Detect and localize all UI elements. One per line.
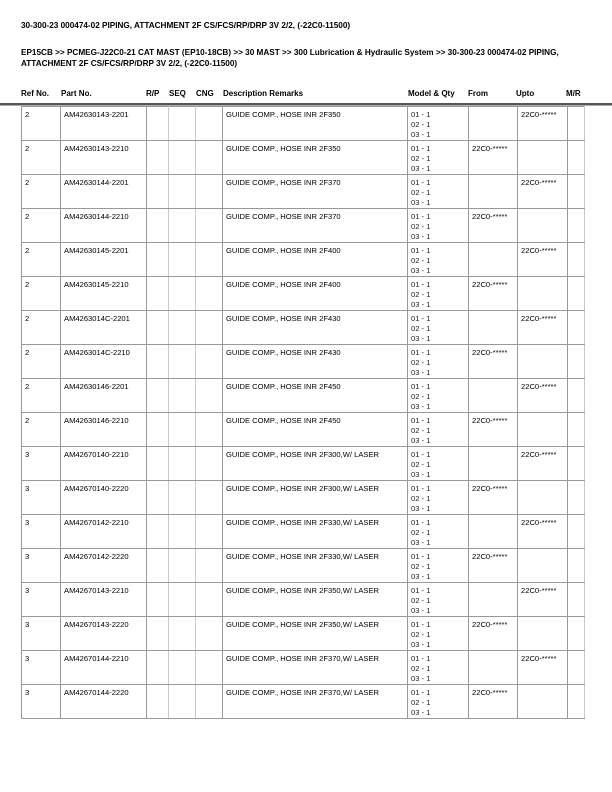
mr-cell [568,175,585,209]
mr-cell [568,583,585,617]
cng-cell [196,651,223,685]
parts-table-body [22,107,585,719]
description-cell: GUIDE COMP., HOSE INR 2F370,W/ LASER [223,651,408,685]
mr-cell [568,277,585,311]
from-cell [469,175,518,209]
breadcrumb: EP15CB >> PCMEG-J22C0-21 CAT MAST (EP10-18CB) >> 30 MAST >> 300 Lubrication & Hydraulic System >> 30-300-23 000474-02 PIPING, ATTACHMENT 2F CS/FCS/RP/DRP 3V 2/2, (-22C0-11500) [21,48,559,68]
description-cell: GUIDE COMP., HOSE INR 2F350,W/ LASER [223,583,408,617]
ref-cell: 3 [22,481,61,515]
ref-cell: 2 [22,175,61,209]
table-row [22,141,585,175]
cng-cell [196,277,223,311]
upto-cell [518,413,568,447]
cng-cell [196,141,223,175]
mr-cell [568,481,585,515]
upto-cell [518,685,568,719]
col-header-model: Model & Qty [408,89,455,98]
ref-cell: 3 [22,685,61,719]
from-cell [469,243,518,277]
table-row [22,379,585,413]
seq-cell [169,175,196,209]
mr-cell [568,141,585,175]
table-row [22,447,585,481]
parts-table [21,106,585,719]
document-title: 30-300-23 000474-02 PIPING, ATTACHMENT 2F CS/FCS/RP/DRP 3V 2/2, (-22C0-11500) [21,21,351,30]
col-header-desc: Description Remarks [223,89,304,98]
model-qty-cell: 01 - 1 02 - 1 03 - 1 [408,311,469,345]
mr-cell [568,379,585,413]
seq-cell [169,243,196,277]
part-number-cell: AM42630143-2201 [61,107,147,141]
from-cell: 22C0-***** [469,685,518,719]
table-row [22,685,585,719]
part-number-cell: AM4263014C-2210 [61,345,147,379]
upto-cell [518,277,568,311]
description-cell: GUIDE COMP., HOSE INR 2F430 [223,345,408,379]
part-number-cell: AM42670144-2220 [61,685,147,719]
part-number-cell: AM42630145-2210 [61,277,147,311]
model-qty-cell: 01 - 1 02 - 1 03 - 1 [408,447,469,481]
rp-cell [147,515,169,549]
part-number-cell: AM42670143-2220 [61,617,147,651]
ref-cell: 2 [22,379,61,413]
rp-cell [147,685,169,719]
seq-cell [169,481,196,515]
part-number-cell: AM42630146-2210 [61,413,147,447]
ref-cell: 2 [22,209,61,243]
from-cell [469,311,518,345]
part-number-cell: AM42670140-2210 [61,447,147,481]
part-number-cell: AM42630146-2201 [61,379,147,413]
upto-cell [518,617,568,651]
model-qty-cell: 01 - 1 02 - 1 03 - 1 [408,583,469,617]
seq-cell [169,583,196,617]
ref-cell: 2 [22,243,61,277]
page-bottom-margin [0,759,612,792]
model-qty-cell: 01 - 1 02 - 1 03 - 1 [408,617,469,651]
from-cell: 22C0-***** [469,209,518,243]
col-header-rp: R/P [146,89,160,98]
rp-cell [147,617,169,651]
col-header-from: From [468,89,488,98]
rp-cell [147,481,169,515]
mr-cell [568,515,585,549]
model-qty-cell: 01 - 1 02 - 1 03 - 1 [408,175,469,209]
rp-cell [147,413,169,447]
part-number-cell: AM42670140-2220 [61,481,147,515]
mr-cell [568,345,585,379]
rp-cell [147,141,169,175]
description-cell: GUIDE COMP., HOSE INR 2F350 [223,107,408,141]
mr-cell [568,107,585,141]
part-number-cell: AM42630144-2210 [61,209,147,243]
model-qty-cell: 01 - 1 02 - 1 03 - 1 [408,243,469,277]
rp-cell [147,107,169,141]
upto-cell: 22C0-***** [518,107,568,141]
from-cell: 22C0-***** [469,617,518,651]
model-qty-cell: 01 - 1 02 - 1 03 - 1 [408,481,469,515]
from-cell: 22C0-***** [469,481,518,515]
rp-cell [147,209,169,243]
ref-cell: 2 [22,413,61,447]
rp-cell [147,583,169,617]
table-row [22,209,585,243]
rp-cell [147,651,169,685]
seq-cell [169,141,196,175]
seq-cell [169,515,196,549]
seq-cell [169,345,196,379]
col-header-part: Part No. [61,89,92,98]
upto-cell: 22C0-***** [518,243,568,277]
col-header-ref: Ref No. [21,89,49,98]
description-cell: GUIDE COMP., HOSE INR 2F400 [223,277,408,311]
upto-cell: 22C0-***** [518,447,568,481]
description-cell: GUIDE COMP., HOSE INR 2F330,W/ LASER [223,515,408,549]
seq-cell [169,379,196,413]
upto-cell [518,141,568,175]
description-cell: GUIDE COMP., HOSE INR 2F350 [223,141,408,175]
cng-cell [196,583,223,617]
cng-cell [196,617,223,651]
model-qty-cell: 01 - 1 02 - 1 03 - 1 [408,515,469,549]
seq-cell [169,413,196,447]
model-qty-cell: 01 - 1 02 - 1 03 - 1 [408,107,469,141]
seq-cell [169,447,196,481]
table-row [22,651,585,685]
upto-cell [518,345,568,379]
upto-cell: 22C0-***** [518,311,568,345]
description-cell: GUIDE COMP., HOSE INR 2F450 [223,379,408,413]
upto-cell: 22C0-***** [518,379,568,413]
from-cell: 22C0-***** [469,413,518,447]
from-cell [469,515,518,549]
ref-cell: 2 [22,345,61,379]
mr-cell [568,447,585,481]
cng-cell [196,481,223,515]
cng-cell [196,379,223,413]
table-row [22,243,585,277]
col-header-mr: M/R [566,89,581,98]
part-number-cell: AM4263014C-2201 [61,311,147,345]
mr-cell [568,549,585,583]
upto-cell [518,481,568,515]
model-qty-cell: 01 - 1 02 - 1 03 - 1 [408,345,469,379]
upto-cell [518,549,568,583]
seq-cell [169,311,196,345]
upto-cell: 22C0-***** [518,175,568,209]
table-row [22,311,585,345]
description-cell: GUIDE COMP., HOSE INR 2F350,W/ LASER [223,617,408,651]
table-row [22,277,585,311]
ref-cell: 2 [22,277,61,311]
table-row [22,413,585,447]
description-cell: GUIDE COMP., HOSE INR 2F450 [223,413,408,447]
table-row [22,175,585,209]
model-qty-cell: 01 - 1 02 - 1 03 - 1 [408,379,469,413]
part-number-cell: AM42630143-2210 [61,141,147,175]
part-number-cell: AM42630145-2201 [61,243,147,277]
ref-cell: 3 [22,651,61,685]
cng-cell [196,515,223,549]
upto-cell: 22C0-***** [518,583,568,617]
rp-cell [147,549,169,583]
seq-cell [169,685,196,719]
seq-cell [169,651,196,685]
table-row [22,549,585,583]
table-row [22,617,585,651]
model-qty-cell: 01 - 1 02 - 1 03 - 1 [408,277,469,311]
model-qty-cell: 01 - 1 02 - 1 03 - 1 [408,651,469,685]
table-row [22,481,585,515]
model-qty-cell: 01 - 1 02 - 1 03 - 1 [408,209,469,243]
ref-cell: 2 [22,311,61,345]
from-cell [469,447,518,481]
upto-cell: 22C0-***** [518,515,568,549]
description-cell: GUIDE COMP., HOSE INR 2F330,W/ LASER [223,549,408,583]
col-header-cng: CNG [196,89,214,98]
ref-cell: 3 [22,447,61,481]
description-cell: GUIDE COMP., HOSE INR 2F370 [223,209,408,243]
table-row [22,583,585,617]
col-header-upto: Upto [516,89,535,98]
rp-cell [147,175,169,209]
seq-cell [169,107,196,141]
table-row [22,107,585,141]
model-qty-cell: 01 - 1 02 - 1 03 - 1 [408,549,469,583]
ref-cell: 3 [22,515,61,549]
mr-cell [568,651,585,685]
description-cell: GUIDE COMP., HOSE INR 2F370,W/ LASER [223,685,408,719]
ref-cell: 3 [22,549,61,583]
from-cell [469,107,518,141]
rp-cell [147,447,169,481]
part-number-cell: AM42630144-2201 [61,175,147,209]
cng-cell [196,107,223,141]
mr-cell [568,209,585,243]
cng-cell [196,209,223,243]
mr-cell [568,311,585,345]
from-cell: 22C0-***** [469,277,518,311]
rp-cell [147,311,169,345]
mr-cell [568,413,585,447]
model-qty-cell: 01 - 1 02 - 1 03 - 1 [408,413,469,447]
model-qty-cell: 01 - 1 02 - 1 03 - 1 [408,685,469,719]
seq-cell [169,209,196,243]
from-cell [469,379,518,413]
from-cell: 22C0-***** [469,345,518,379]
part-number-cell: AM42670142-2220 [61,549,147,583]
mr-cell [568,685,585,719]
mr-cell [568,617,585,651]
description-cell: GUIDE COMP., HOSE INR 2F430 [223,311,408,345]
table-row [22,345,585,379]
cng-cell [196,685,223,719]
col-header-seq: SEQ [169,89,186,98]
cng-cell [196,243,223,277]
cng-cell [196,549,223,583]
description-cell: GUIDE COMP., HOSE INR 2F370 [223,175,408,209]
table-row [22,515,585,549]
ref-cell: 3 [22,583,61,617]
mr-cell [568,243,585,277]
cng-cell [196,175,223,209]
description-cell: GUIDE COMP., HOSE INR 2F300,W/ LASER [223,481,408,515]
ref-cell: 3 [22,617,61,651]
from-cell: 22C0-***** [469,549,518,583]
cng-cell [196,345,223,379]
rp-cell [147,345,169,379]
from-cell [469,651,518,685]
cng-cell [196,447,223,481]
ref-cell: 2 [22,107,61,141]
seq-cell [169,277,196,311]
upto-cell [518,209,568,243]
rp-cell [147,379,169,413]
seq-cell [169,549,196,583]
part-number-cell: AM42670143-2210 [61,583,147,617]
seq-cell [169,617,196,651]
rp-cell [147,277,169,311]
rp-cell [147,243,169,277]
cng-cell [196,413,223,447]
cng-cell [196,311,223,345]
from-cell [469,583,518,617]
description-cell: GUIDE COMP., HOSE INR 2F400 [223,243,408,277]
model-qty-cell: 01 - 1 02 - 1 03 - 1 [408,141,469,175]
part-number-cell: AM42670142-2210 [61,515,147,549]
upto-cell: 22C0-***** [518,651,568,685]
part-number-cell: AM42670144-2210 [61,651,147,685]
from-cell: 22C0-***** [469,141,518,175]
ref-cell: 2 [22,141,61,175]
description-cell: GUIDE COMP., HOSE INR 2F300,W/ LASER [223,447,408,481]
